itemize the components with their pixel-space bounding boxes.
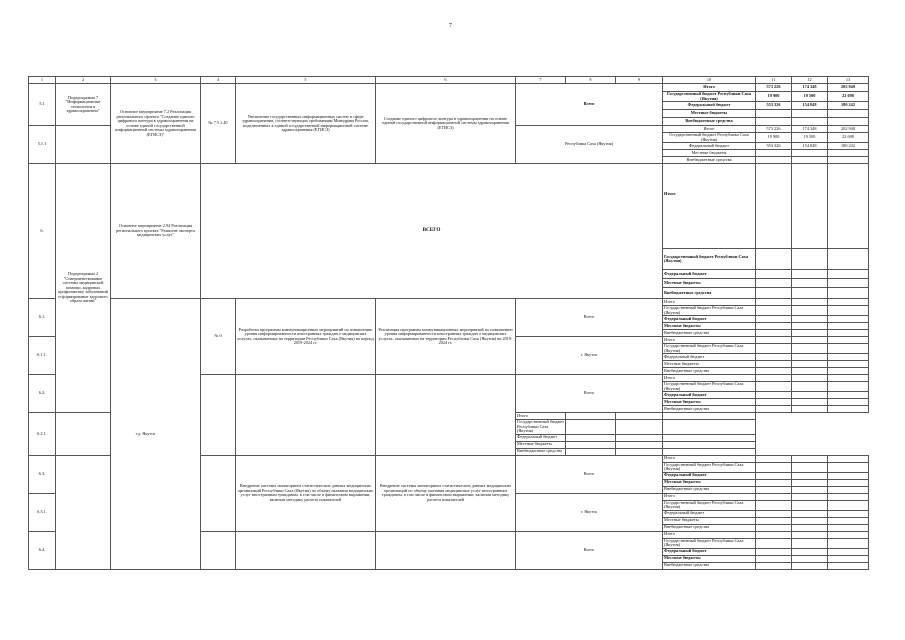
source-cell: Местные бюджеты	[663, 279, 756, 288]
header-cell: 7	[516, 77, 566, 84]
table-cell	[756, 455, 792, 462]
table-cell	[792, 524, 828, 531]
table-cell	[828, 479, 869, 486]
source-cell: Итого	[663, 126, 756, 133]
source-cell: Государственный бюджет Республики Саха (Якутия)	[517, 419, 564, 433]
source-cell: Итого	[663, 455, 756, 462]
total-label: ВСЕГО	[201, 164, 663, 299]
source-cell: Федеральный бюджет	[663, 270, 756, 279]
table-cell	[828, 249, 869, 270]
source-cell: Федеральный бюджет	[516, 434, 566, 441]
value-cell	[828, 150, 869, 157]
header-cell: 8	[566, 77, 616, 84]
table-cell	[792, 493, 828, 500]
table-row	[29, 77, 869, 84]
table-cell	[792, 555, 828, 562]
header-cell: 13	[828, 77, 869, 84]
table-cell	[792, 538, 828, 548]
table-cell	[792, 406, 828, 413]
row-number: 6.3.	[29, 455, 56, 493]
table-row	[29, 299, 869, 306]
source-cell: Внебюджетные средства	[663, 524, 756, 531]
table-cell	[828, 354, 869, 361]
executor-cell: Всего	[516, 375, 663, 413]
source-cell: Местные бюджеты	[663, 517, 756, 524]
table-cell	[792, 486, 828, 493]
table-cell	[756, 538, 792, 548]
source-cell: Внебюджетные средства	[663, 406, 756, 413]
table-cell	[828, 406, 869, 413]
table-cell	[756, 299, 792, 306]
subprogram-cell	[56, 126, 111, 164]
executor-cell: г. Якутск	[516, 337, 663, 375]
source-cell: Местные бюджеты	[516, 441, 566, 448]
table-cell	[828, 500, 869, 510]
table-cell	[828, 330, 869, 337]
source-cell: Государственный бюджет Республики Саха (Якутия)	[663, 306, 756, 316]
table-cell	[616, 420, 663, 435]
table-cell	[616, 434, 663, 441]
code-cell	[201, 455, 236, 531]
table-cell	[828, 510, 869, 517]
header-cell: 4	[201, 77, 236, 84]
executor-cell: г.д. Якутск	[56, 413, 236, 456]
table-cell	[566, 434, 616, 441]
source-cell: Государственный бюджет Республики Саха (Якутия)	[663, 92, 756, 102]
source-cell: Государственный бюджет Республики Саха (Якутия)	[663, 249, 756, 270]
source-cell: Внебюджетные средства	[663, 288, 756, 299]
source-cell: Итого	[516, 413, 566, 420]
table-cell	[792, 510, 828, 517]
executor-cell: Всего	[516, 84, 663, 126]
value-cell: 174 348	[792, 126, 828, 133]
table-cell	[792, 164, 828, 249]
table-cell	[756, 164, 792, 249]
table-cell	[828, 368, 869, 375]
table-cell	[828, 306, 869, 316]
table-cell	[828, 299, 869, 306]
description-cell	[376, 531, 516, 569]
page-number: 7	[449, 23, 452, 29]
row-number: 6.1.	[29, 299, 56, 337]
table-cell	[828, 462, 869, 472]
source-cell: Федеральный бюджет	[663, 548, 756, 555]
executor-cell: г. Якутск	[516, 493, 663, 531]
table-cell	[792, 354, 828, 361]
table-cell	[756, 392, 792, 399]
table-cell	[792, 382, 828, 392]
table-cell	[792, 531, 828, 538]
source-cell: Местные бюджеты	[663, 323, 756, 330]
value-cell	[792, 118, 828, 126]
source-cell: Итого	[663, 84, 756, 92]
value-cell: 154 848	[792, 102, 828, 110]
table-cell	[792, 472, 828, 479]
code-cell: № 0	[201, 299, 236, 375]
source-cell: Государственный бюджет Республики Саха (Якутия)	[663, 462, 756, 472]
table-cell	[828, 517, 869, 524]
source-cell: Итого	[663, 531, 756, 538]
table-cell	[663, 413, 756, 420]
row-number: 6.1.1.	[29, 337, 56, 375]
budget-table	[28, 76, 869, 570]
table-cell	[828, 486, 869, 493]
table-cell	[756, 316, 792, 323]
table-cell	[828, 548, 869, 555]
table-cell	[616, 413, 663, 420]
table-cell	[756, 472, 792, 479]
source-cell: Федеральный бюджет	[663, 392, 756, 399]
table-cell	[792, 337, 828, 344]
table-cell	[756, 361, 792, 368]
row-number: 5.1	[29, 84, 56, 126]
description-cell	[376, 375, 516, 456]
value-cell: 154 848	[792, 143, 828, 150]
executor-cell: Всего	[516, 455, 663, 493]
source-cell: Местные бюджеты	[663, 555, 756, 562]
table-cell	[756, 337, 792, 344]
header-cell: 9	[616, 77, 663, 84]
source-cell: Государственный бюджет Республики Саха (Якутия)	[663, 344, 756, 354]
event-cell: Основное мероприятие 2.94 Реализация регионального проекта "Развитие экспорта медицинских услуг"	[111, 164, 201, 299]
table-cell	[756, 510, 792, 517]
table-cell	[828, 316, 869, 323]
table-cell	[756, 344, 792, 354]
source-cell: Федеральный бюджет	[663, 316, 756, 323]
source-cell: Местные бюджеты	[663, 150, 756, 157]
row-number: 6.2.	[29, 375, 56, 413]
table-cell	[756, 330, 792, 337]
table-cell	[756, 462, 792, 472]
table-cell	[828, 288, 869, 299]
value-cell	[792, 150, 828, 157]
table-cell	[828, 164, 869, 249]
table-cell	[756, 531, 792, 538]
value-cell	[792, 157, 828, 164]
value-cell	[756, 157, 792, 164]
result-cell	[236, 531, 376, 569]
table-cell	[792, 323, 828, 330]
value-cell: 573 226	[756, 84, 792, 92]
table-cell	[792, 361, 828, 368]
value-cell	[756, 150, 792, 157]
table-cell	[828, 323, 869, 330]
table-cell	[756, 249, 792, 270]
table-cell	[828, 337, 869, 344]
table-cell	[566, 441, 616, 448]
header-cell: 2	[56, 77, 111, 84]
value-cell: 19 500	[792, 92, 828, 102]
table-cell	[828, 279, 869, 288]
table-cell	[663, 448, 756, 455]
description-cell: Реализация программы коммуникационных мероприятий по повышению уровня информированности иностранных граждан о медицинских услугах, оказываемых на территории Республики Саха (Якутия) на 2019-2024 гг.	[376, 299, 516, 375]
value-cell: 180 242	[828, 143, 869, 150]
source-cell: Государственный бюджет Республики Саха (Якутия)	[663, 538, 756, 548]
source-cell: Внебюджетные средства	[663, 330, 756, 337]
value-cell	[828, 157, 869, 164]
table-cell	[756, 517, 792, 524]
table-cell	[792, 344, 828, 354]
result-cell: Внедрение системы мониторинга статистических данных медицинских организаций Республики Саха (Якутия) по объему оказания медицинских услуг иностранным гражданам, в том числе в финансовом выражении, включая методику расчета показателей	[236, 455, 376, 531]
table-cell	[828, 399, 869, 406]
table-cell	[756, 548, 792, 555]
table-cell	[756, 562, 792, 569]
table-cell	[792, 288, 828, 299]
value-cell: 573 226	[756, 126, 792, 133]
value-cell: 19 900	[756, 92, 792, 102]
table-cell	[756, 500, 792, 510]
value-cell: 19 900	[756, 133, 792, 143]
source-cell: Внебюджетные средства	[663, 118, 756, 126]
table-cell	[828, 344, 869, 354]
table-cell	[792, 392, 828, 399]
table-row	[29, 84, 869, 92]
value-cell: 174 348	[792, 84, 828, 92]
header-cell: 6	[376, 77, 516, 84]
value-cell: 19 500	[792, 133, 828, 143]
table-cell	[828, 270, 869, 279]
table-cell	[756, 306, 792, 316]
result-cell	[236, 375, 376, 456]
header-cell: 10	[663, 77, 756, 84]
result-cell: Разработка программы коммуникационных мероприятий по повышению уровня информированности иностранных граждан о медицинских услугах, оказываемых на территории Республики Саха (Якутия) на период 2019-2024 гг.	[236, 299, 376, 375]
table-cell	[828, 555, 869, 562]
table-cell	[828, 538, 869, 548]
table-cell	[828, 361, 869, 368]
table-cell	[792, 330, 828, 337]
header-cell: 1	[29, 77, 56, 84]
table-cell	[792, 455, 828, 462]
source-cell: Федеральный бюджет	[663, 102, 756, 110]
table-row	[29, 164, 869, 249]
source-cell: Федеральный бюджет	[663, 143, 756, 150]
source-cell: Внебюджетные средства	[516, 448, 566, 455]
table-cell	[756, 368, 792, 375]
table-cell	[792, 462, 828, 472]
table-cell	[828, 562, 869, 569]
source-cell: Внебюджетные средства	[663, 562, 756, 569]
source-cell: Итого	[663, 299, 756, 306]
table-cell	[828, 493, 869, 500]
table-cell	[756, 323, 792, 330]
subprogram-cell: Подпрограмма 7 "Информационные технологии в здравоохранении"	[56, 84, 111, 126]
row-number: 6.2.1.	[29, 413, 56, 456]
table-cell	[756, 288, 792, 299]
row-number: 5.1.1	[29, 126, 56, 164]
table-cell	[756, 493, 792, 500]
executor-cell: Республика Саха (Якутия)	[516, 126, 663, 164]
table-cell	[792, 548, 828, 555]
source-cell: Местные бюджеты	[663, 479, 756, 486]
value-cell: 202 940	[828, 84, 869, 92]
value-cell: 22 698	[828, 133, 869, 143]
header-cell: 11	[756, 77, 792, 84]
source-cell: Итого	[663, 375, 756, 382]
table-cell	[792, 517, 828, 524]
table-cell	[663, 420, 756, 435]
value-cell: 202 940	[828, 126, 869, 133]
table-cell	[792, 375, 828, 382]
value-cell	[828, 110, 869, 118]
source-cell: Местные бюджеты	[663, 110, 756, 118]
table-cell	[756, 524, 792, 531]
table-cell	[792, 479, 828, 486]
table-cell	[756, 406, 792, 413]
source-cell: Государственный бюджет Республики Саха (Якутия)	[663, 133, 756, 143]
table-cell	[792, 316, 828, 323]
table-cell	[566, 448, 616, 455]
value-cell: 553 326	[756, 143, 792, 150]
table-cell	[756, 486, 792, 493]
table-cell	[828, 472, 869, 479]
table-cell	[756, 399, 792, 406]
row-number: 6.3.1.	[29, 493, 56, 531]
header-cell: 3	[111, 77, 201, 84]
source-cell: Итого	[663, 493, 756, 500]
result-cell: Увеличение государственных информационных систем в сфере здравоохранения, соответствующих требованиям Минздрава России, подключенных к единой государственной информационной системе здравоохранения (ЕГИСЗ)	[236, 84, 376, 164]
table-cell	[792, 270, 828, 279]
table-cell	[792, 500, 828, 510]
source-cell: Внебюджетные средства	[663, 486, 756, 493]
source-cell: Федеральный бюджет	[663, 354, 756, 361]
value-cell: 180 242	[828, 102, 869, 110]
table-cell	[616, 441, 663, 448]
table-cell	[756, 555, 792, 562]
table-cell	[828, 392, 869, 399]
value-cell	[756, 118, 792, 126]
table-cell	[828, 375, 869, 382]
table-cell	[828, 524, 869, 531]
value-cell: 553 326	[756, 102, 792, 110]
source-cell: Внебюджетные средства	[663, 157, 756, 164]
table-cell	[756, 354, 792, 361]
table-cell	[616, 448, 663, 455]
executor-cell: Всего	[516, 531, 663, 569]
table-cell	[828, 382, 869, 392]
value-cell	[756, 110, 792, 118]
table-cell	[792, 249, 828, 270]
subprogram-cell: Подпрограмма 2 "Совершенствование системы медицинской помощи, кадровых профилактику заболеваний и формирование здорового образа жизни"	[56, 164, 111, 413]
table-cell	[792, 368, 828, 375]
source-cell: Внебюджетные средства	[663, 368, 756, 375]
table-cell	[756, 270, 792, 279]
value-cell: 22 698	[828, 92, 869, 102]
source-cell: Государственный бюджет Республики Саха (Якутия)	[663, 382, 756, 392]
value-cell	[828, 118, 869, 126]
table-cell	[828, 455, 869, 462]
table-cell	[566, 420, 616, 435]
row-number: 6.	[29, 164, 56, 299]
source-cell: Итого	[663, 164, 756, 249]
event-cell: Основное мероприятие 7.2 Реализация регионального проекта "Создание единого цифрового контура в здравоохранении на основе единой государственной информационной системы здравоохранения (ЕГИСЗ)"	[111, 84, 201, 164]
table-cell	[663, 434, 756, 441]
executor-cell: Всего	[516, 299, 663, 337]
table-cell	[756, 479, 792, 486]
table-cell	[792, 279, 828, 288]
description-cell: Внедрение системы мониторинга статистических данных медицинских организаций по объему оказания медицинских услуг иностранным гражданам, в том числе в финансовом выражении, включая методику расчета показателей	[376, 455, 516, 531]
table-cell	[792, 299, 828, 306]
table-cell	[792, 562, 828, 569]
table-cell	[756, 279, 792, 288]
source-cell: Местные бюджеты	[663, 361, 756, 368]
row-number: 6.4.	[29, 531, 56, 569]
table-cell	[566, 413, 616, 420]
value-cell	[792, 110, 828, 118]
source-cell: Государственный бюджет Республики Саха (Якутия)	[663, 500, 756, 510]
code-cell: № 7.5.1.40	[201, 84, 236, 164]
source-cell: Федеральный бюджет	[663, 472, 756, 479]
header-cell: 5	[236, 77, 376, 84]
source-cell: Федеральный бюджет	[663, 510, 756, 517]
table-cell	[792, 399, 828, 406]
table-cell	[756, 382, 792, 392]
header-cell: 12	[792, 77, 828, 84]
table-cell	[663, 441, 756, 448]
source-cell: Итого	[663, 337, 756, 344]
source-cell: Местные бюджеты	[663, 399, 756, 406]
table-cell	[792, 306, 828, 316]
table-cell	[828, 531, 869, 538]
subprogram-cell	[56, 455, 111, 569]
description-cell: Создание единого цифрового контура в здравоохранении на основе единой государственной информационной системы здравоохранения (ЕГИСЗ)	[376, 84, 516, 164]
code-cell	[201, 531, 236, 569]
table-cell	[756, 375, 792, 382]
